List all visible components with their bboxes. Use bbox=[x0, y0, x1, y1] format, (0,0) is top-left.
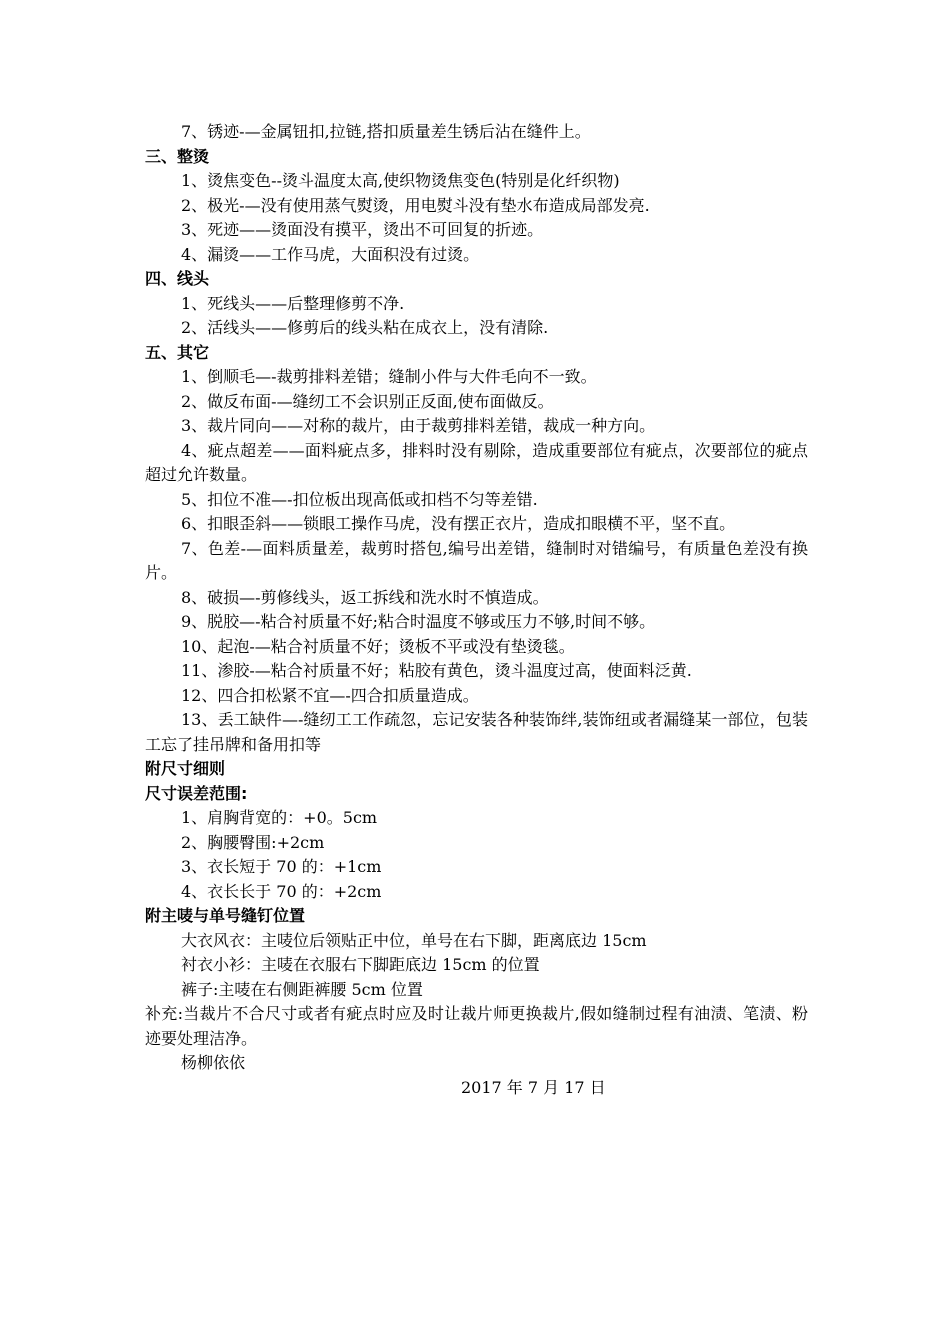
list-item: 1、肩胸背宽的：+0。5cm bbox=[181, 808, 378, 827]
list-item: 1、死线头——后整理修剪不净. bbox=[181, 293, 405, 313]
paragraph-rust: 7、锈迹-—金属钮扣,拉链,搭扣质量差生锈后沾在缝件上。 bbox=[181, 122, 591, 141]
list-item: 1、倒顺毛—-裁剪排料差错；缝制小件与大件毛向不一致。 bbox=[181, 367, 597, 386]
list-item: 衬衣小衫：主唛在衣服右下脚距底边 15cm 的位置 bbox=[181, 955, 540, 974]
document-body bbox=[145, 120, 808, 1100]
list-item: 4、疵点超差——面料疵点多，排料时没有剔除，造成重要部位有疵点，次要部位的疵点超过允许数量。 bbox=[145, 440, 808, 484]
list-item: 3、死迹——烫面没有摸平，烫出不可回复的折迹。 bbox=[181, 220, 544, 239]
list-item: 1、烫焦变色--烫斗温度太高,使织物烫焦变色(特别是化纤织物) bbox=[181, 171, 620, 190]
list-item: 7、色差-—面料质量差，裁剪时搭包,编号出差错，缝制时对错编号，有质量色差没有换片。 bbox=[145, 538, 808, 582]
list-item: 12、四合扣松紧不宜—-四合扣质量造成。 bbox=[181, 685, 479, 705]
list-item: 10、起泡-—粘合衬质量不好；烫板不平或没有垫烫毯。 bbox=[181, 636, 575, 656]
list-item: 6、扣眼歪斜——锁眼工操作马虎，没有摆正衣片，造成扣眼横不平，坚不直。 bbox=[181, 514, 736, 533]
signature: 杨柳依依 bbox=[181, 1053, 246, 1072]
list-item: 9、脱胶—-粘合衬质量不好;粘合时温度不够或压力不够,时间不够。 bbox=[181, 612, 656, 631]
list-item: 8、破损—-剪修线头，返工拆线和洗水时不慎造成。 bbox=[181, 587, 549, 607]
list-item: 2、极光-—没有使用蒸气熨烫，用电熨斗没有垫水布造成局部发亮. bbox=[181, 195, 650, 215]
list-item: 2、胸腰臀围:+2cm bbox=[181, 832, 325, 852]
heading-others: 五、其它 bbox=[145, 342, 210, 362]
list-item: 裤子:主唛在右侧距裤腰 5cm 位置 bbox=[181, 979, 423, 999]
list-item: 3、衣长短于 70 的：+1cm bbox=[181, 857, 382, 876]
list-item: 4、衣长长于 70 的：+2cm bbox=[181, 881, 382, 901]
heading-threads: 四、线头 bbox=[145, 269, 210, 288]
document-date: 2017 年 7 月 17 日 bbox=[461, 1077, 606, 1097]
heading-size-tolerance: 尺寸误差范围: bbox=[145, 783, 248, 803]
list-item: 13、丢工缺件—-缝纫工工作疏忽，忘记安装各种装饰绊,装饰纽或者漏缝某一部位，包装工忘了挂吊牌和备用扣等 bbox=[145, 710, 808, 754]
list-item: 大衣风衣：主唛位后领贴正中位，单号在右下脚，距离底边 15cm bbox=[181, 930, 647, 950]
list-item: 2、做反布面-—缝纫工不会识别正反面,使布面做反。 bbox=[181, 391, 554, 411]
list-item: 11、渗胶-—粘合衬质量不好；粘胶有黄色，烫斗温度过高，使面料泛黄. bbox=[181, 661, 692, 680]
list-item: 2、活线头——修剪后的线头粘在成衣上，没有清除. bbox=[181, 318, 549, 337]
supplement-paragraph: 补充:当裁片不合尺寸或者有疵点时应及时让裁片师更换裁片,假如缝制过程有油渍、笔渍、粉迹要处理洁净。 bbox=[145, 1004, 808, 1048]
list-item: 5、扣位不准—-扣位板出现高低或扣档不匀等差错. bbox=[181, 489, 538, 509]
heading-label-position: 附主唛与单号缝钉位置 bbox=[145, 906, 306, 925]
heading-size-rules: 附尺寸细则 bbox=[145, 759, 226, 778]
list-item: 4、漏烫——工作马虎，大面积没有过烫。 bbox=[181, 244, 480, 264]
heading-ironing: 三、整烫 bbox=[145, 146, 210, 166]
list-item: 3、裁片同向——对称的裁片，由于裁剪排料差错，裁成一种方向。 bbox=[181, 416, 656, 435]
